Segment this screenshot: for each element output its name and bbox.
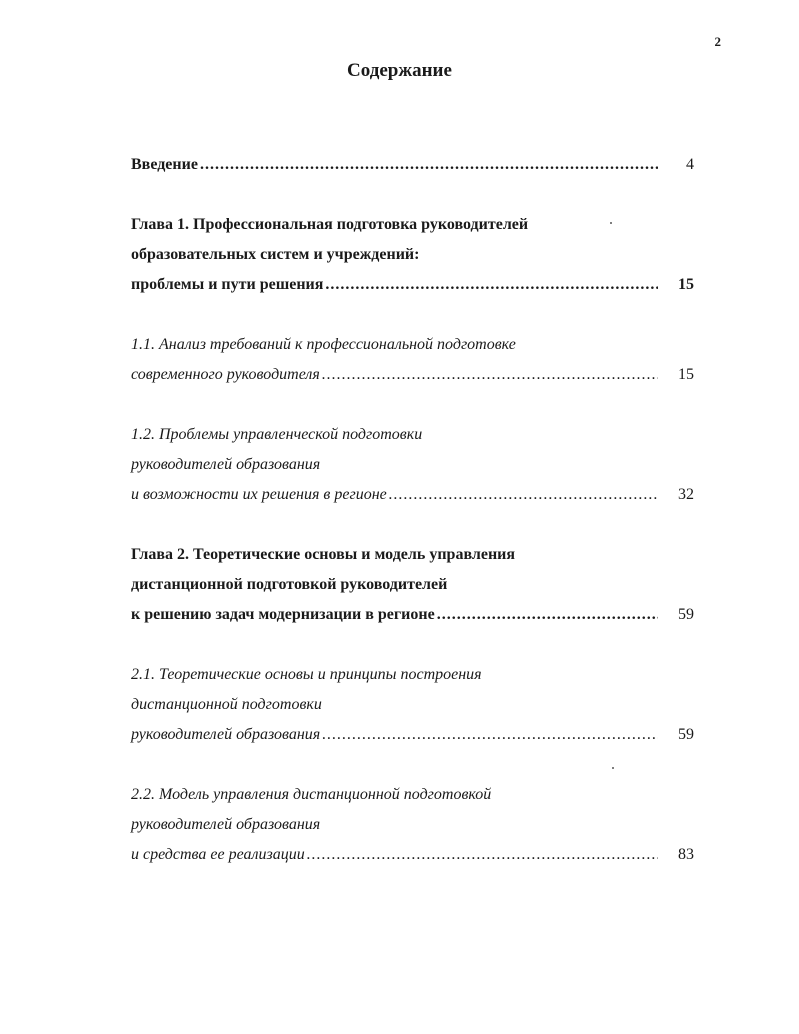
- scan-speck: [610, 222, 612, 224]
- toc-line: руководителей образования: [131, 726, 321, 743]
- toc-line: современного руководителя: [131, 366, 320, 383]
- toc-entry-section-1-2: [131, 420, 694, 510]
- dot-leader: [200, 150, 658, 180]
- toc-entry-section-2-1: [131, 660, 694, 750]
- toc-page-number: 4: [686, 156, 694, 173]
- toc-entry-section-2-2: [131, 780, 694, 870]
- toc-line: Глава 2. Теоретические основы и модель управления: [131, 546, 516, 563]
- page-number: 2: [714, 34, 721, 49]
- toc-line: Введение: [131, 156, 198, 173]
- toc-line: к решению задач модернизации в регионе: [131, 606, 435, 623]
- dot-leader: [307, 840, 658, 870]
- toc-line: 2.2. Модель управления дистанционной подготовкой: [131, 786, 492, 803]
- toc-line: и средства ее реализации: [131, 846, 305, 863]
- toc-line: руководителей образования: [131, 456, 321, 473]
- toc-line: проблемы и пути решения: [131, 276, 324, 293]
- toc-page-number: 32: [678, 486, 694, 503]
- toc-line: дистанционной подготовки: [131, 696, 322, 713]
- toc-line: 1.1. Анализ требований к профессиональной подготовке: [131, 336, 516, 353]
- toc-line: руководителей образования: [131, 816, 321, 833]
- toc-entry-chapter-2: [131, 540, 694, 630]
- toc-line: и возможности их решения в регионе: [131, 486, 387, 503]
- dot-leader: [322, 720, 658, 750]
- page-title: Содержание: [347, 60, 452, 81]
- toc-page-number: 59: [678, 606, 694, 623]
- dot-leader: [322, 360, 658, 390]
- toc-line: дистанционной подготовкой руководителей: [131, 576, 448, 593]
- toc-page-number: 15: [678, 276, 694, 293]
- toc-page-number: 83: [678, 846, 694, 863]
- scan-speck: [612, 767, 614, 769]
- toc-page-number: 15: [678, 366, 694, 383]
- toc-entry-intro: [131, 150, 694, 180]
- toc-entry-section-1-1: [131, 330, 694, 390]
- dot-leader: [389, 480, 658, 510]
- dot-leader: [325, 270, 658, 300]
- table-of-contents: [131, 150, 694, 870]
- dot-leader: [437, 600, 658, 630]
- toc-line: образовательных систем и учреждений:: [131, 246, 420, 263]
- toc-line: 1.2. Проблемы управленческой подготовки: [131, 426, 423, 443]
- toc-line: Глава 1. Профессиональная подготовка руководителей: [131, 216, 529, 233]
- toc-line: 2.1. Теоретические основы и принципы построения: [131, 666, 482, 683]
- toc-page-number: 59: [678, 726, 694, 743]
